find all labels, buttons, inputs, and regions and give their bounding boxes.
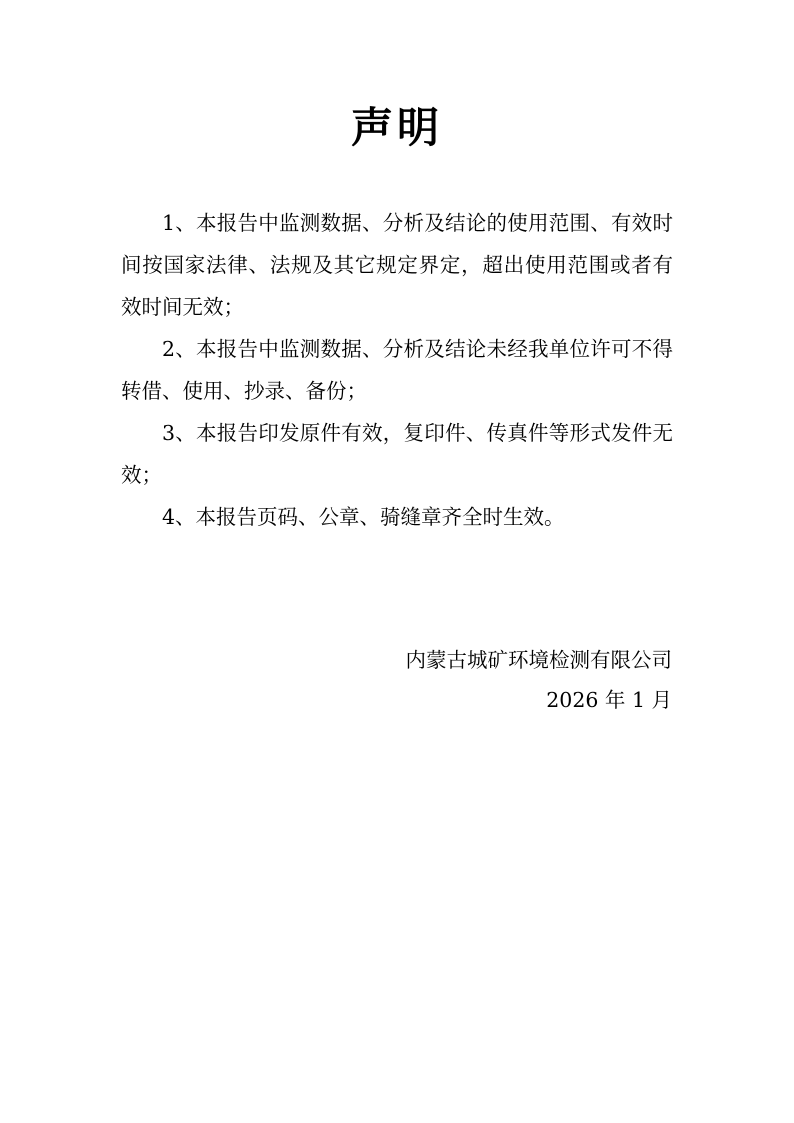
statement-body: [121, 202, 673, 538]
statement-clause-4: 4、本报告页码、公章、骑缝章齐全时生效。: [162, 505, 565, 529]
page-title: 声明: [350, 103, 443, 152]
statement-clause-2: 2、本报告中监测数据、分析及结论未经我单位许可不得转借、使用、抄录、备份；: [121, 337, 673, 403]
issuer-name: 内蒙古城矿环境检测有限公司: [405, 648, 672, 672]
statement-clause-1: 1、本报告中监测数据、分析及结论的使用范围、有效时间按国家法律、法规及其它规定界定，超出使用范围或者有效时间无效；: [121, 211, 673, 319]
signoff-block: [406, 640, 673, 720]
statement-clause-3: 3、本报告印发原件有效，复印件、传真件等形式发件无效；: [121, 421, 673, 487]
issue-date: 2026 年 1 月: [546, 688, 672, 712]
